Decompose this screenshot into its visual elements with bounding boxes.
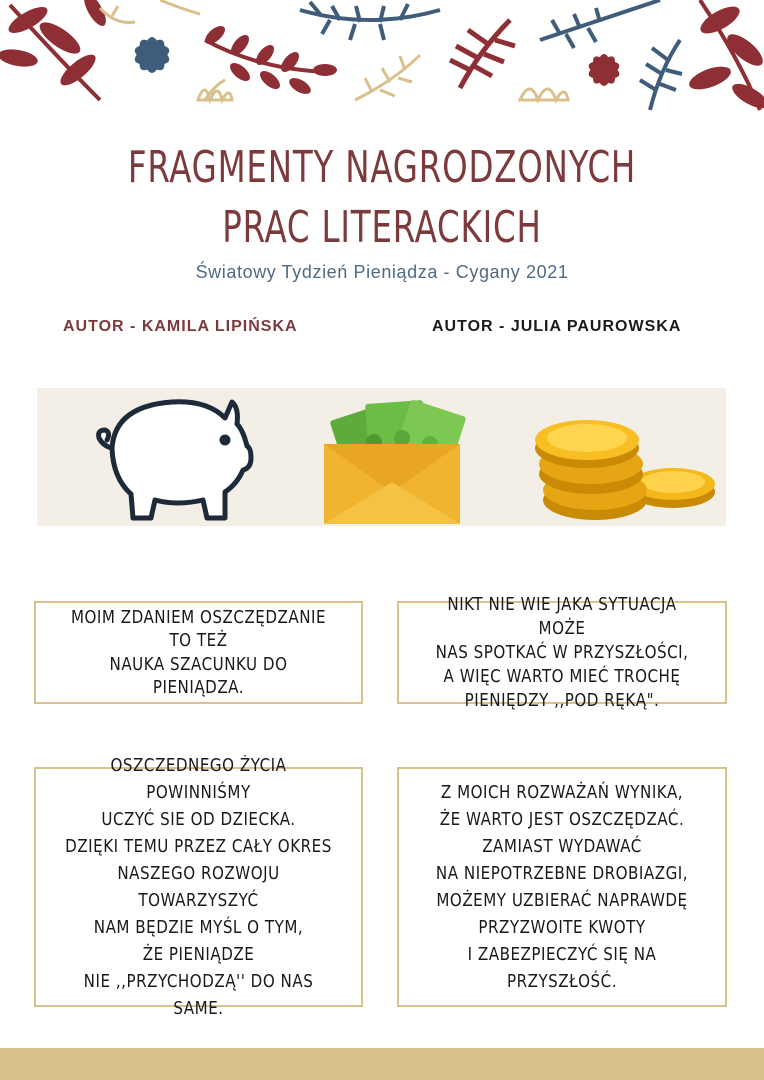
- quote-text-1: MOIM ZDANIEM OSZCZĘDZANIE TO TEŻ NAUKA SZACUNKU DO PIENIĄDZA.: [70, 606, 327, 698]
- footer-bar: [0, 1048, 764, 1080]
- page-subtitle: Światowy Tydzień Pieniądza - Cygany 2021: [195, 262, 569, 282]
- gold-coins-icon: [525, 412, 715, 526]
- author-right: AUTOR - JULIA PAUROWSKA: [432, 318, 682, 335]
- quote-text-4: Z MOICH ROZWAŻAŃ WYNIKA, ŻE WARTO JEST OSZCZĘDZAĆ. ZAMIAST WYDAWAĆ NA NIEPOTRZEBNE DROBIAZGI, MOŻEMY UZBIERAĆ NAPRAWDĘ PRZYZWOITE KWOTY I ZABEZPIECZYĆ SIĘ NA PRZYSZŁOŚĆ.: [435, 782, 689, 992]
- quote-text-2: NIKT NIE WIE JAKA SYTUACJA MOŻE NAS SPOTKAĆ W PRZYSZŁOŚCI, A WIĘC WARTO MIEĆ TROCHĘ PIENIĘDZY ,,POD RĘKĄ".: [435, 593, 689, 711]
- illustration-band: [37, 388, 726, 526]
- money-envelope-icon: [322, 388, 472, 526]
- page-title-line1: FRAGMENTY NAGRODZONYCH: [127, 142, 637, 193]
- page-title-line2: PRAC LITERACKICH: [222, 202, 542, 253]
- leaf-decoration: [0, 0, 764, 118]
- quote-box-2: [397, 593, 727, 711]
- quote-text-3: OSZCZEDNEGO ŻYCIA POWINNIŚMY UCZYĆ SIE OD DZIECKA. DZIĘKI TEMU PRZEZ CAŁY OKRES NASZEGO ROZWOJU TOWARZYSZYĆ NAM BĘDZIE MYŚL O TYM, ŻE PIENIĄDZE NIE ,,PRZYCHODZĄ'' DO NAS SAME.: [65, 755, 332, 1019]
- quote-box-1: [34, 601, 363, 704]
- quote-box-4: [397, 767, 727, 1007]
- author-left: AUTOR - KAMILA LIPIŃSKA: [63, 318, 298, 335]
- piggy-bank-icon: [67, 388, 257, 526]
- quote-box-3: [34, 755, 363, 1019]
